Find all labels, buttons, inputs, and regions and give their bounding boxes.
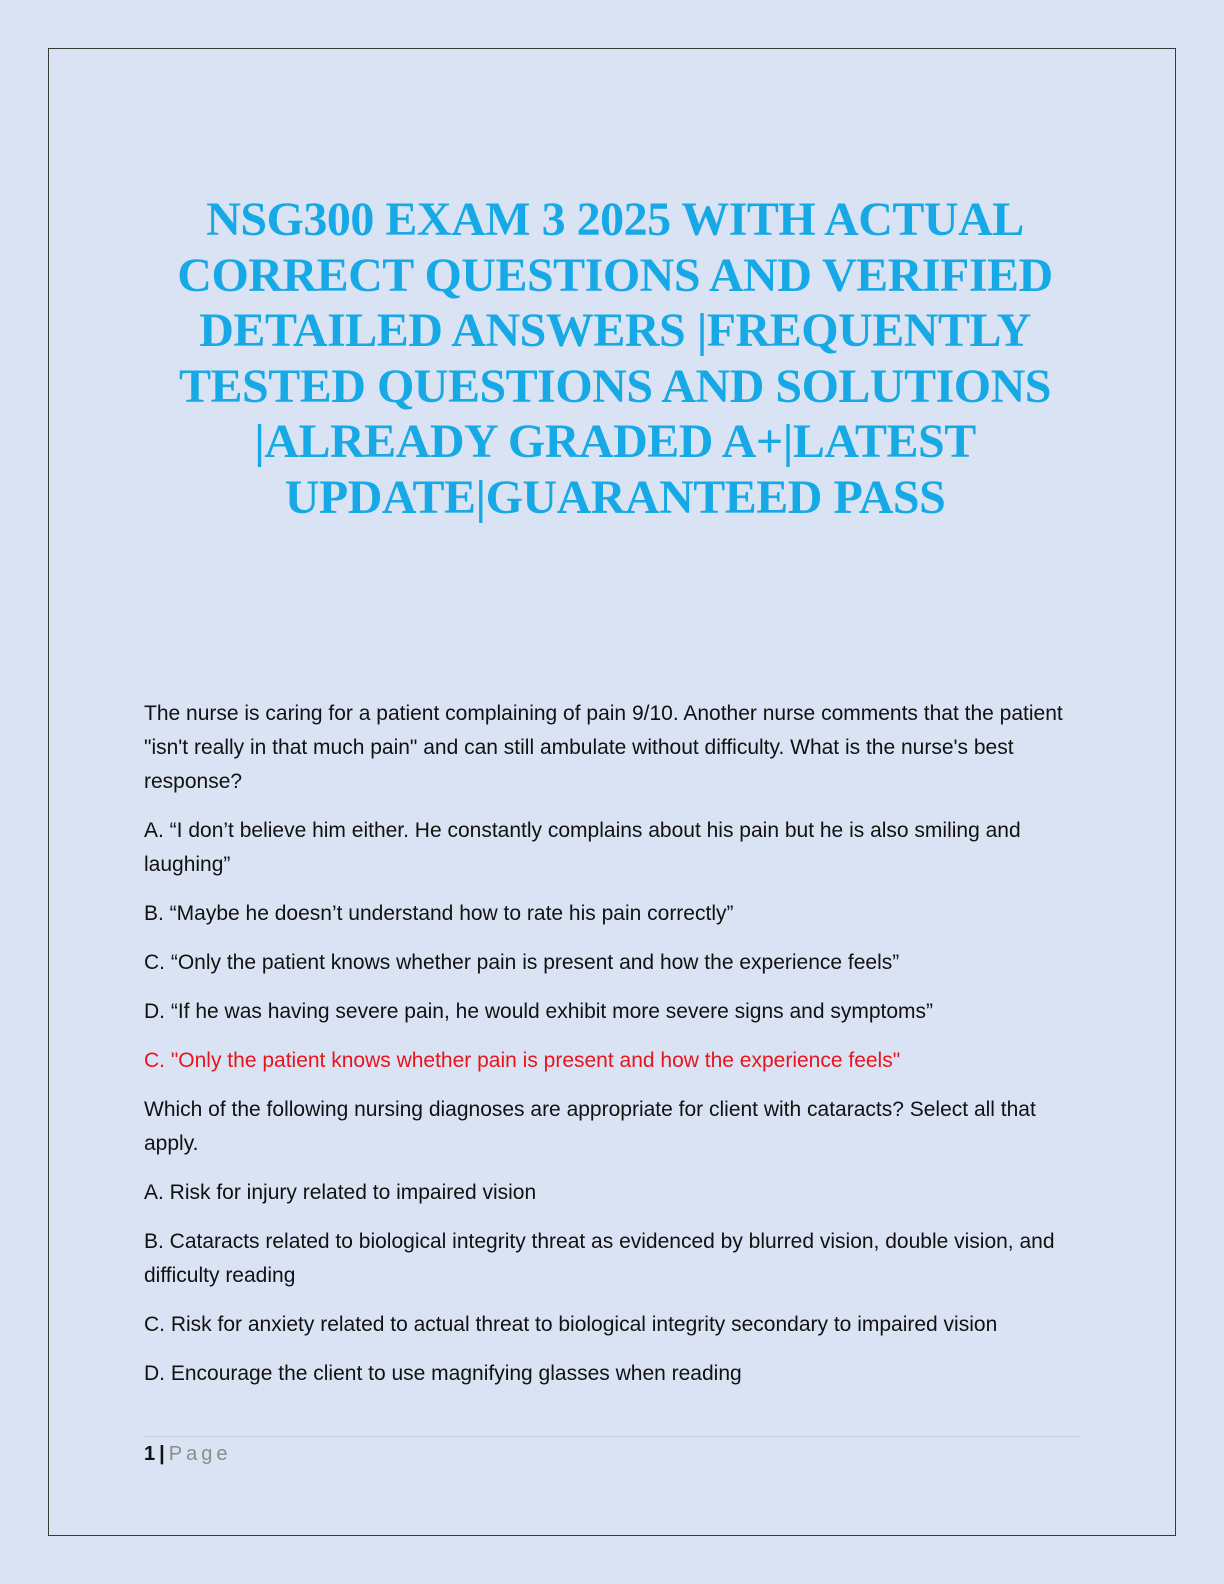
question-2-option-c: C. Risk for anxiety related to actual threat to biological integrity secondary to impaired vision (144, 1313, 998, 1336)
page-number: 1 (144, 1443, 156, 1465)
question-2-option-d: D. Encourage the client to use magnifying glasses when reading (144, 1362, 742, 1385)
footer-divider (144, 1436, 1079, 1437)
page-footer (144, 1440, 231, 1468)
question-1-option-d: D. “If he was having severe pain, he would exhibit more severe signs and symptoms” (144, 1000, 934, 1023)
question-2-option-a: A. Risk for injury related to impaired vision (144, 1181, 537, 1204)
page-label: Page (168, 1443, 232, 1465)
question-1-option-a: A. “I don’t believe him either. He constantly complains about his pain but he is also smiling and laughing” (144, 819, 1021, 876)
question-1-prompt: The nurse is caring for a patient complaining of pain 9/10. Another nurse comments that the patient "isn't really in that much pain" and can still ambulate without difficulty. What is the nurse's best response? (144, 702, 1063, 793)
document-title: NSG300 EXAM 3 2025 WITH ACTUAL CORRECT QUESTIONS AND VERIFIED DETAILED ANSWERS |FREQUENTLY TESTED QUESTIONS AND SOLUTIONS |ALREADY GRADED A+|LATEST UPDATE|GUARANTEED PASS (177, 193, 1053, 524)
question-1-option-b: B. “Maybe he doesn’t understand how to rate his pain correctly” (144, 902, 734, 925)
footer-separator: | (159, 1443, 165, 1465)
question-2-prompt: Which of the following nursing diagnoses are appropriate for client with cataracts? Select all that apply. (144, 1098, 1036, 1155)
question-2-option-b: B. Cataracts related to biological integrity threat as evidenced by blurred vision, double vision, and difficulty reading (144, 1230, 1055, 1287)
document-body (144, 697, 1079, 1406)
question-1-answer: C. "Only the patient knows whether pain is present and how the experience feels" (144, 1049, 901, 1072)
question-1-option-c: C. “Only the patient knows whether pain is present and how the experience feels” (144, 951, 900, 974)
